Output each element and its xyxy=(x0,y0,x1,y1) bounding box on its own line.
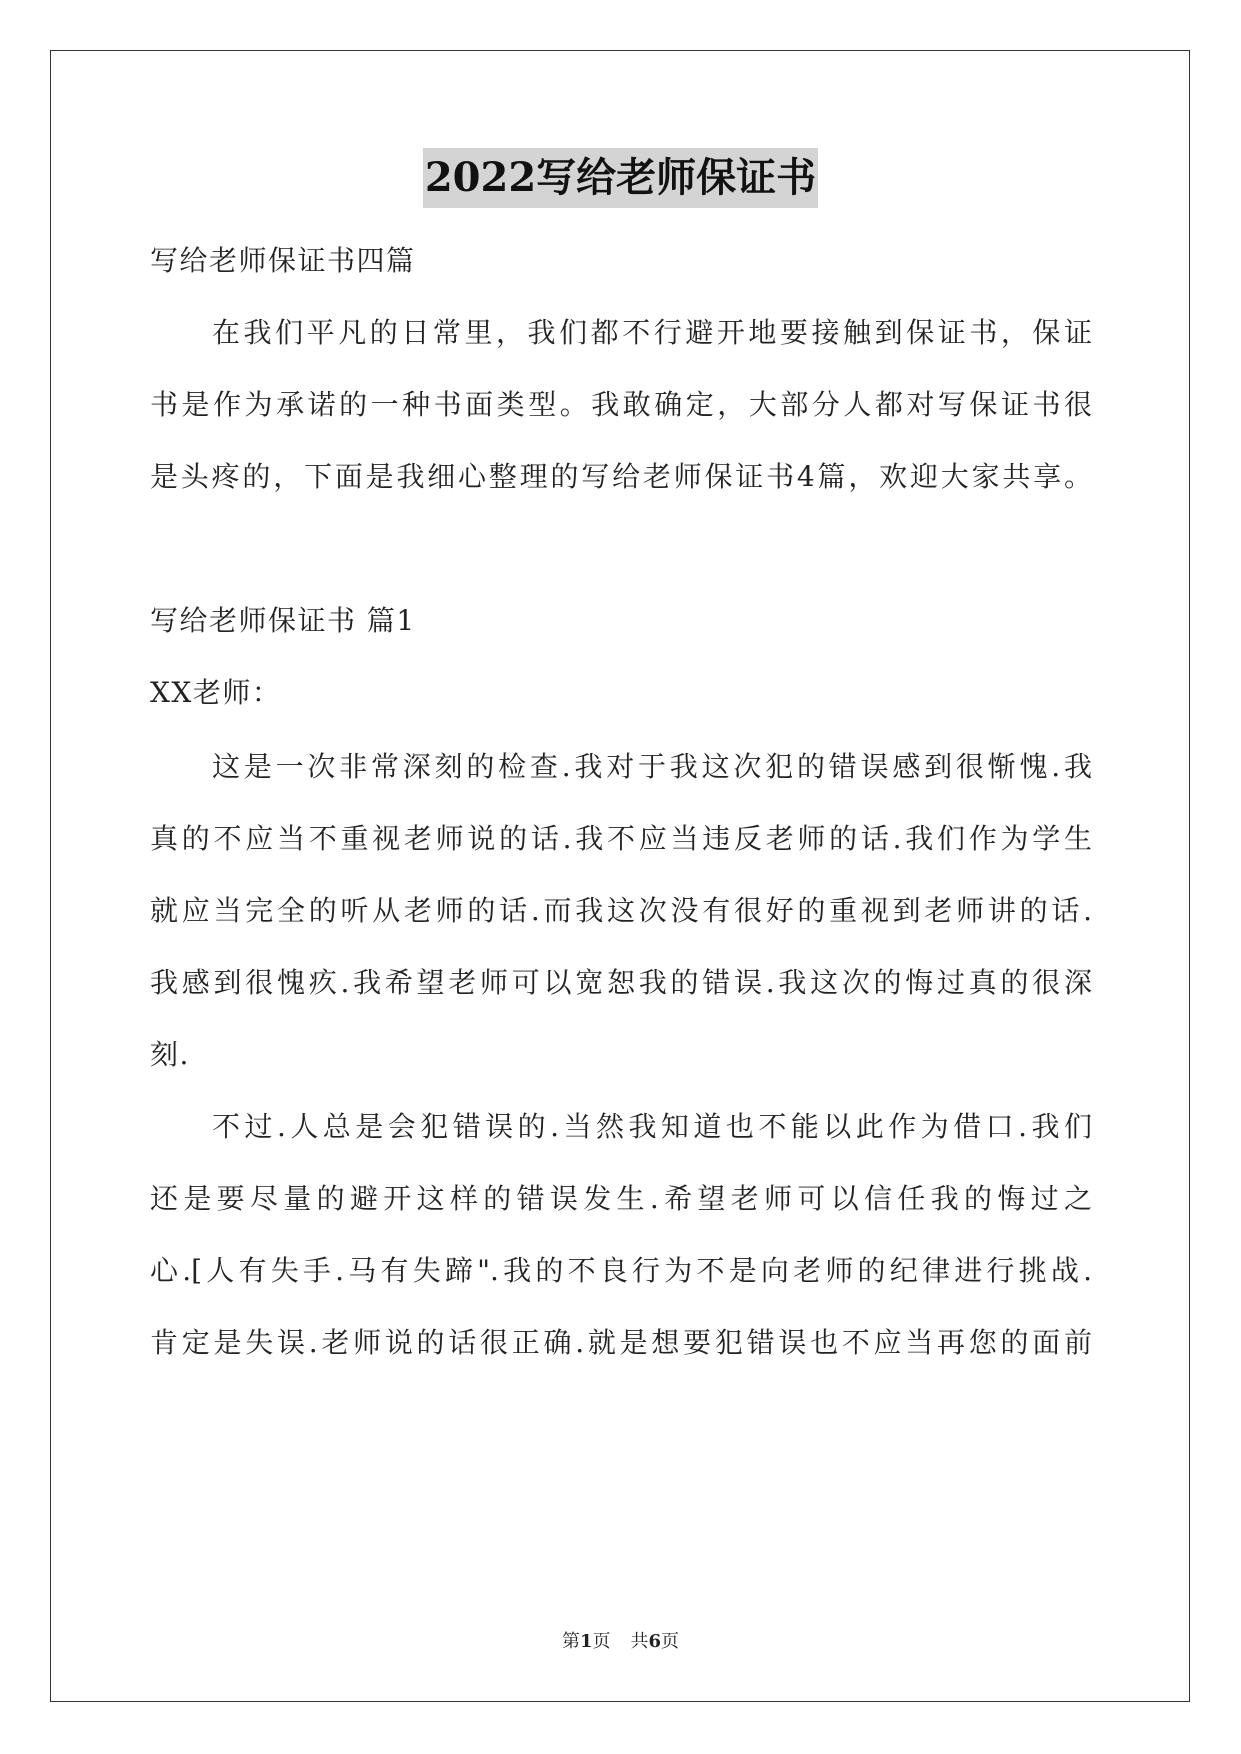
total-suffix: 页 xyxy=(661,1631,680,1652)
para1-line-4: 我感到很愧疚.我希望老师可以宽恕我的错误.我这次的悔过真的很深 xyxy=(150,966,1092,999)
page-frame xyxy=(50,50,1190,1702)
page-number: 1 xyxy=(579,1631,593,1652)
para2-line-1: 不过.人总是会犯错误的.当然我知道也不能以此作为借口.我们 xyxy=(212,1110,1092,1143)
para1-line-3: 就应当完全的听从老师的话.而我这次没有很好的重视到老师讲的话. xyxy=(150,894,1092,927)
para1-line-1: 这是一次非常深刻的检查.我对于我这次犯的错误感到很惭愧.我 xyxy=(212,750,1092,783)
intro-line-2: 书是作为承诺的一种书面类型。我敢确定，大部分人都对写保证书很 xyxy=(150,388,1092,421)
salutation: XX老师： xyxy=(150,676,282,709)
para2-line-3: 心.[人有失手.马有失蹄".我的不良行为不是向老师的纪律进行挑战. xyxy=(150,1254,1092,1287)
para2-line-4: 肯定是失误.老师说的话很正确.就是想要犯错误也不应当再您的面前 xyxy=(150,1326,1092,1359)
page-footer xyxy=(0,1630,1241,1654)
intro-line-3: 是头疼的，下面是我细心整理的写给老师保证书4篇，欢迎大家共享。 xyxy=(150,460,1092,493)
total-pages: 6 xyxy=(648,1631,662,1652)
document-title: 2022写给老师保证书 xyxy=(423,148,818,208)
section-heading: 写给老师保证书 篇1 xyxy=(150,604,416,637)
para2-line-2: 还是要尽量的避开这样的错误发生.希望老师可以信任我的悔过之 xyxy=(150,1182,1092,1215)
para1-line-5: 刻. xyxy=(150,1038,190,1071)
para1-line-2: 真的不应当不重视老师说的话.我不应当违反老师的话.我们作为学生 xyxy=(150,822,1092,855)
title-container xyxy=(0,148,1241,208)
page-prefix: 第 xyxy=(561,1631,580,1652)
intro-line-1: 在我们平凡的日常里，我们都不行避开地要接触到保证书，保证 xyxy=(212,316,1092,349)
page-suffix: 页 xyxy=(592,1631,611,1652)
total-prefix: 共 xyxy=(630,1631,649,1652)
subtitle: 写给老师保证书四篇 xyxy=(150,244,416,277)
